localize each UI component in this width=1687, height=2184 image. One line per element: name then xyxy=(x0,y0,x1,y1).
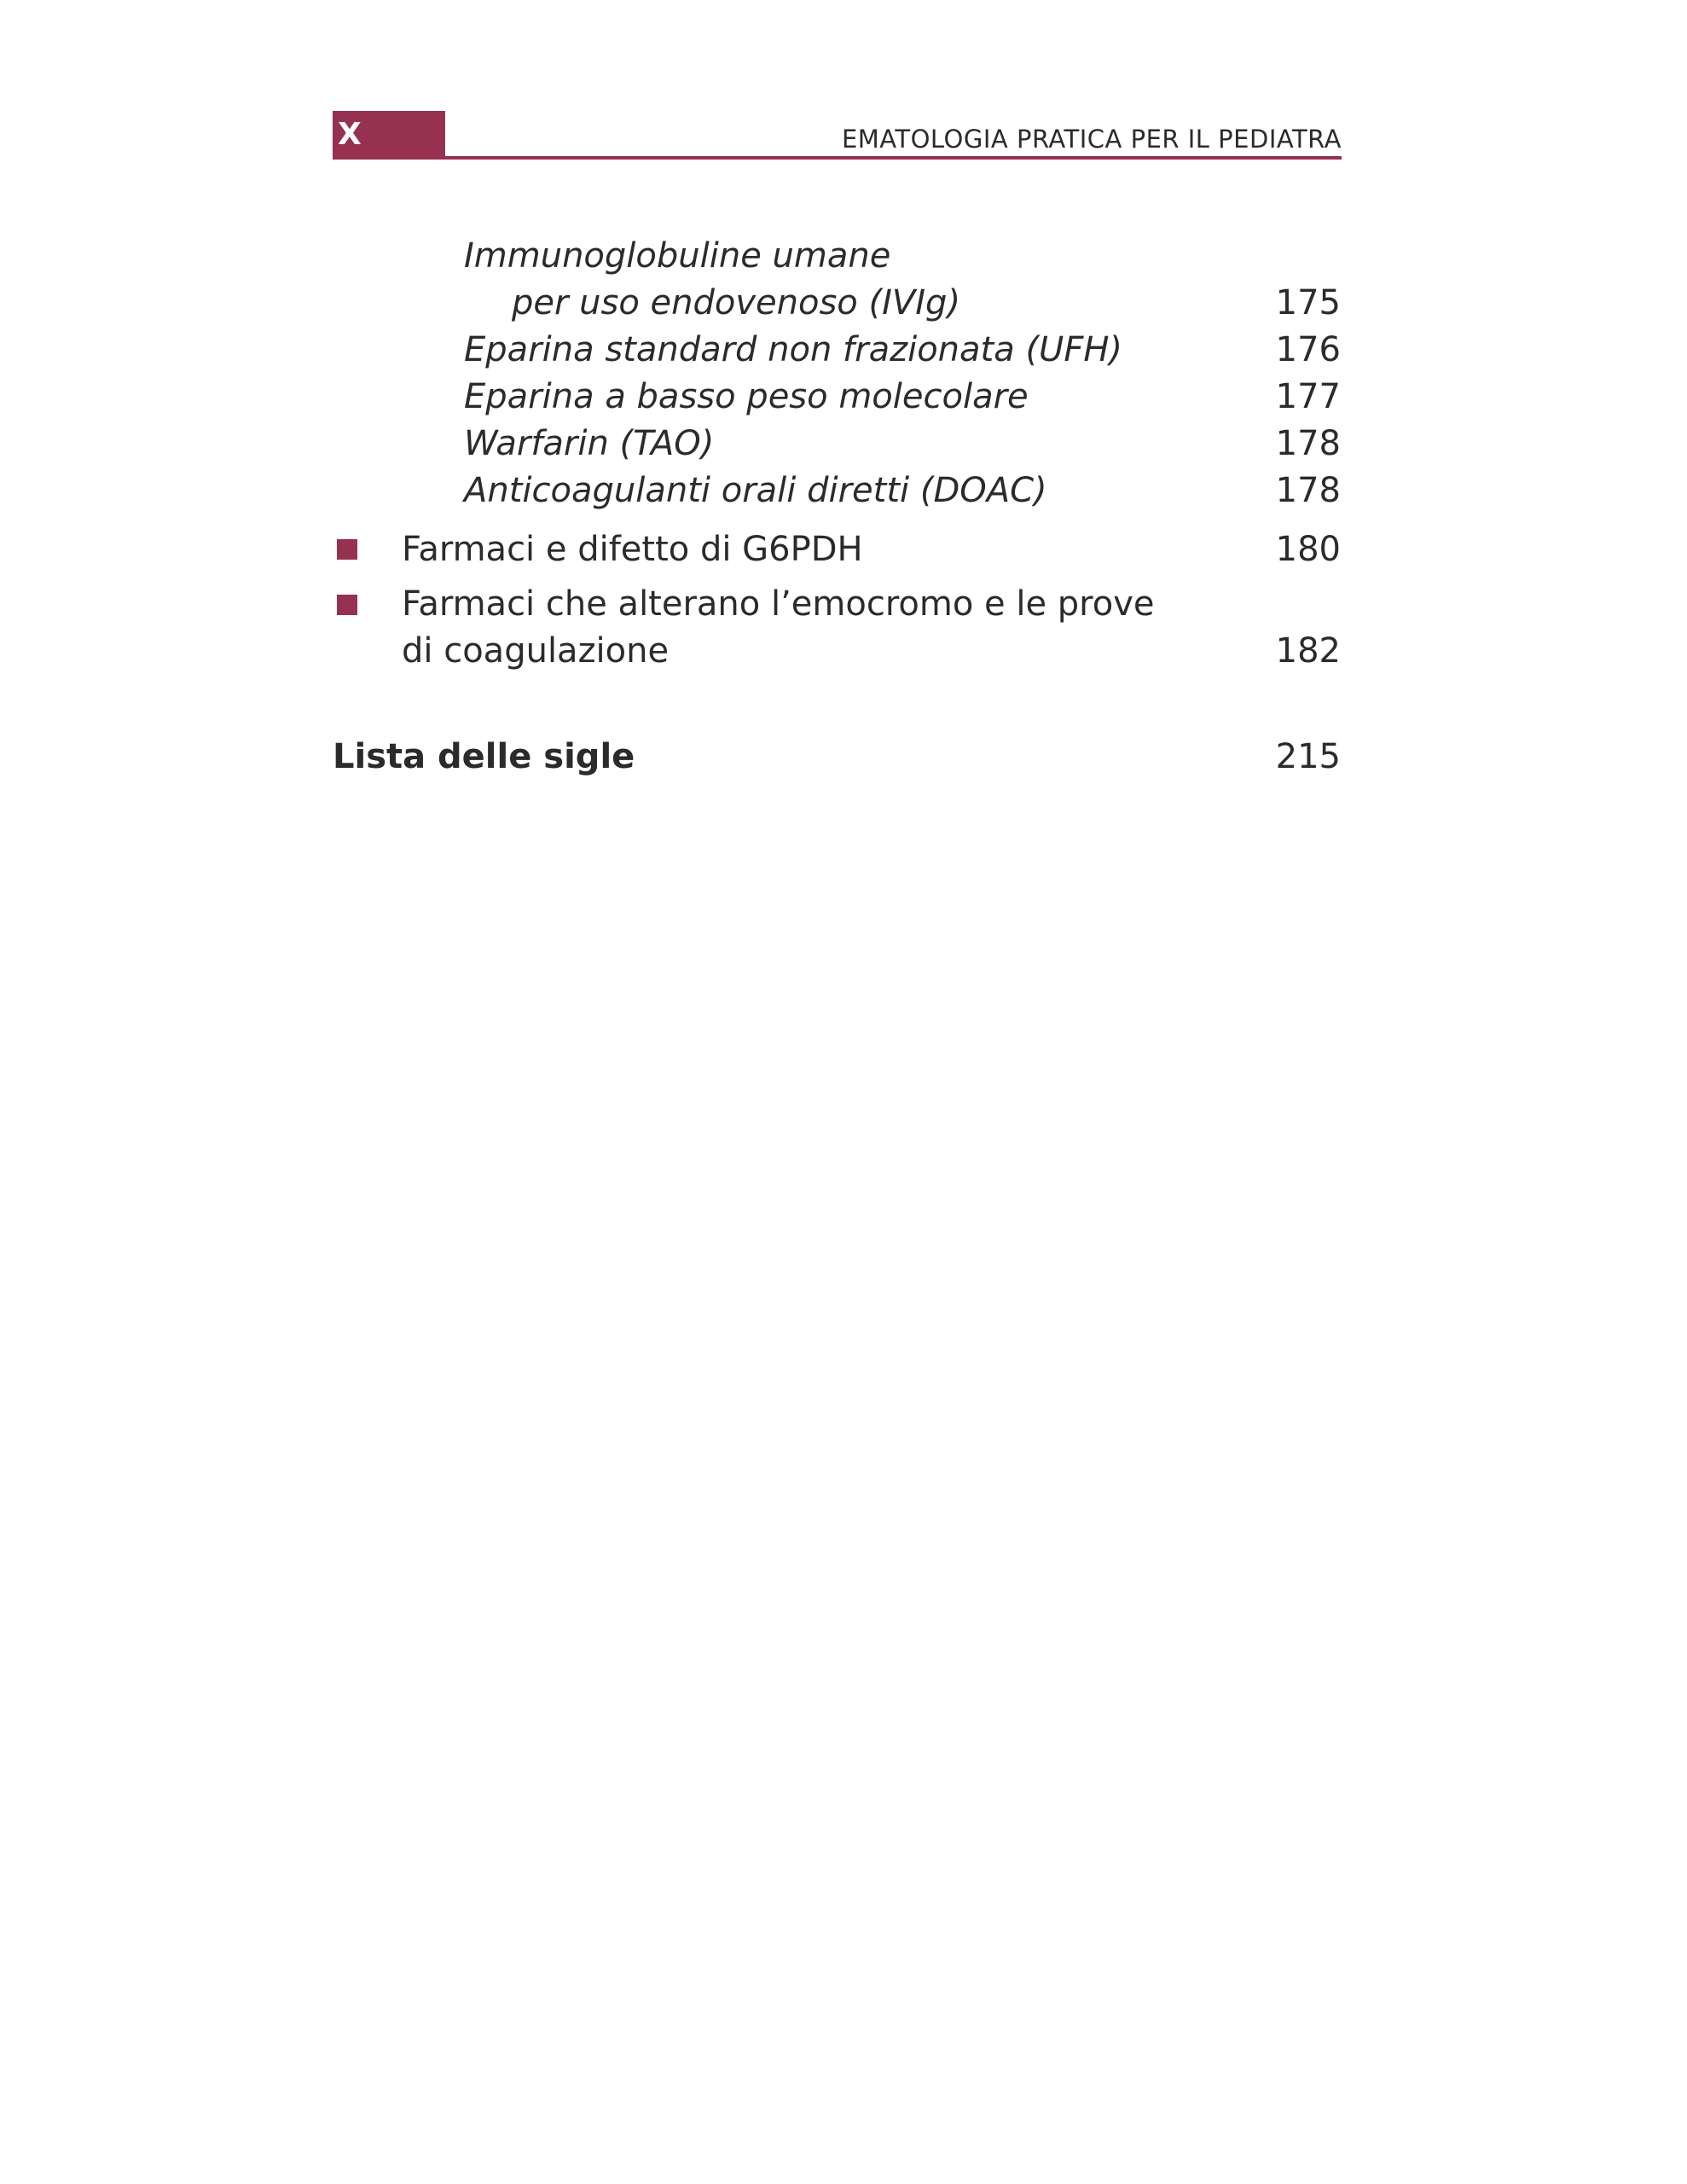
toc-subentry-title: Warfarin (TAO) xyxy=(464,424,715,463)
toc-subentry-title: Eparina a basso peso molecolare xyxy=(464,377,1029,416)
header-rule xyxy=(333,156,1342,160)
toc-entry-continuation[interactable] xyxy=(0,627,1687,675)
toc-entry[interactable] xyxy=(0,580,1687,628)
toc-page-number: 178 xyxy=(1275,471,1341,510)
toc-subentry-title: Immunoglobuline umane xyxy=(464,236,891,276)
toc-subentry[interactable] xyxy=(0,373,1687,421)
toc-subentry[interactable] xyxy=(0,232,1687,280)
toc-subentry-title: per uso endovenoso (IVIg) xyxy=(512,283,961,322)
toc-entry[interactable] xyxy=(0,526,1687,573)
toc-page-number: 178 xyxy=(1275,424,1341,463)
toc-subentry-title: Anticoagulanti orali diretti (DOAC) xyxy=(464,471,1047,510)
book-title: EMATOLOGIA PRATICA PER IL PEDIATRA xyxy=(841,125,1342,154)
toc-entry-title: di coagulazione xyxy=(402,631,670,671)
toc-page-number: 180 xyxy=(1275,530,1341,569)
toc-subentry[interactable] xyxy=(0,326,1687,374)
toc-page-number: 215 xyxy=(1275,737,1341,776)
toc-subentry-title: Eparina standard non frazionata (UFH) xyxy=(464,330,1123,369)
toc-entry-title: Farmaci e difetto di G6PDH xyxy=(402,530,863,569)
toc-subentry[interactable] xyxy=(0,467,1687,514)
toc-page-number: 182 xyxy=(1275,631,1341,671)
toc-page-number: 176 xyxy=(1275,330,1341,369)
toc-subentry[interactable] xyxy=(0,279,1687,327)
page-number: X xyxy=(338,117,362,152)
toc-entry-title: Farmaci che alterano l’emocromo e le prove xyxy=(402,584,1155,624)
toc-page-number: 175 xyxy=(1275,283,1341,322)
toc-section[interactable] xyxy=(0,733,1687,781)
running-header xyxy=(333,111,1342,159)
page-number-tab xyxy=(333,111,445,157)
toc-subentry[interactable] xyxy=(0,420,1687,468)
toc-page-number: 177 xyxy=(1275,377,1341,416)
toc-section-title: Lista delle sigle xyxy=(333,737,635,776)
